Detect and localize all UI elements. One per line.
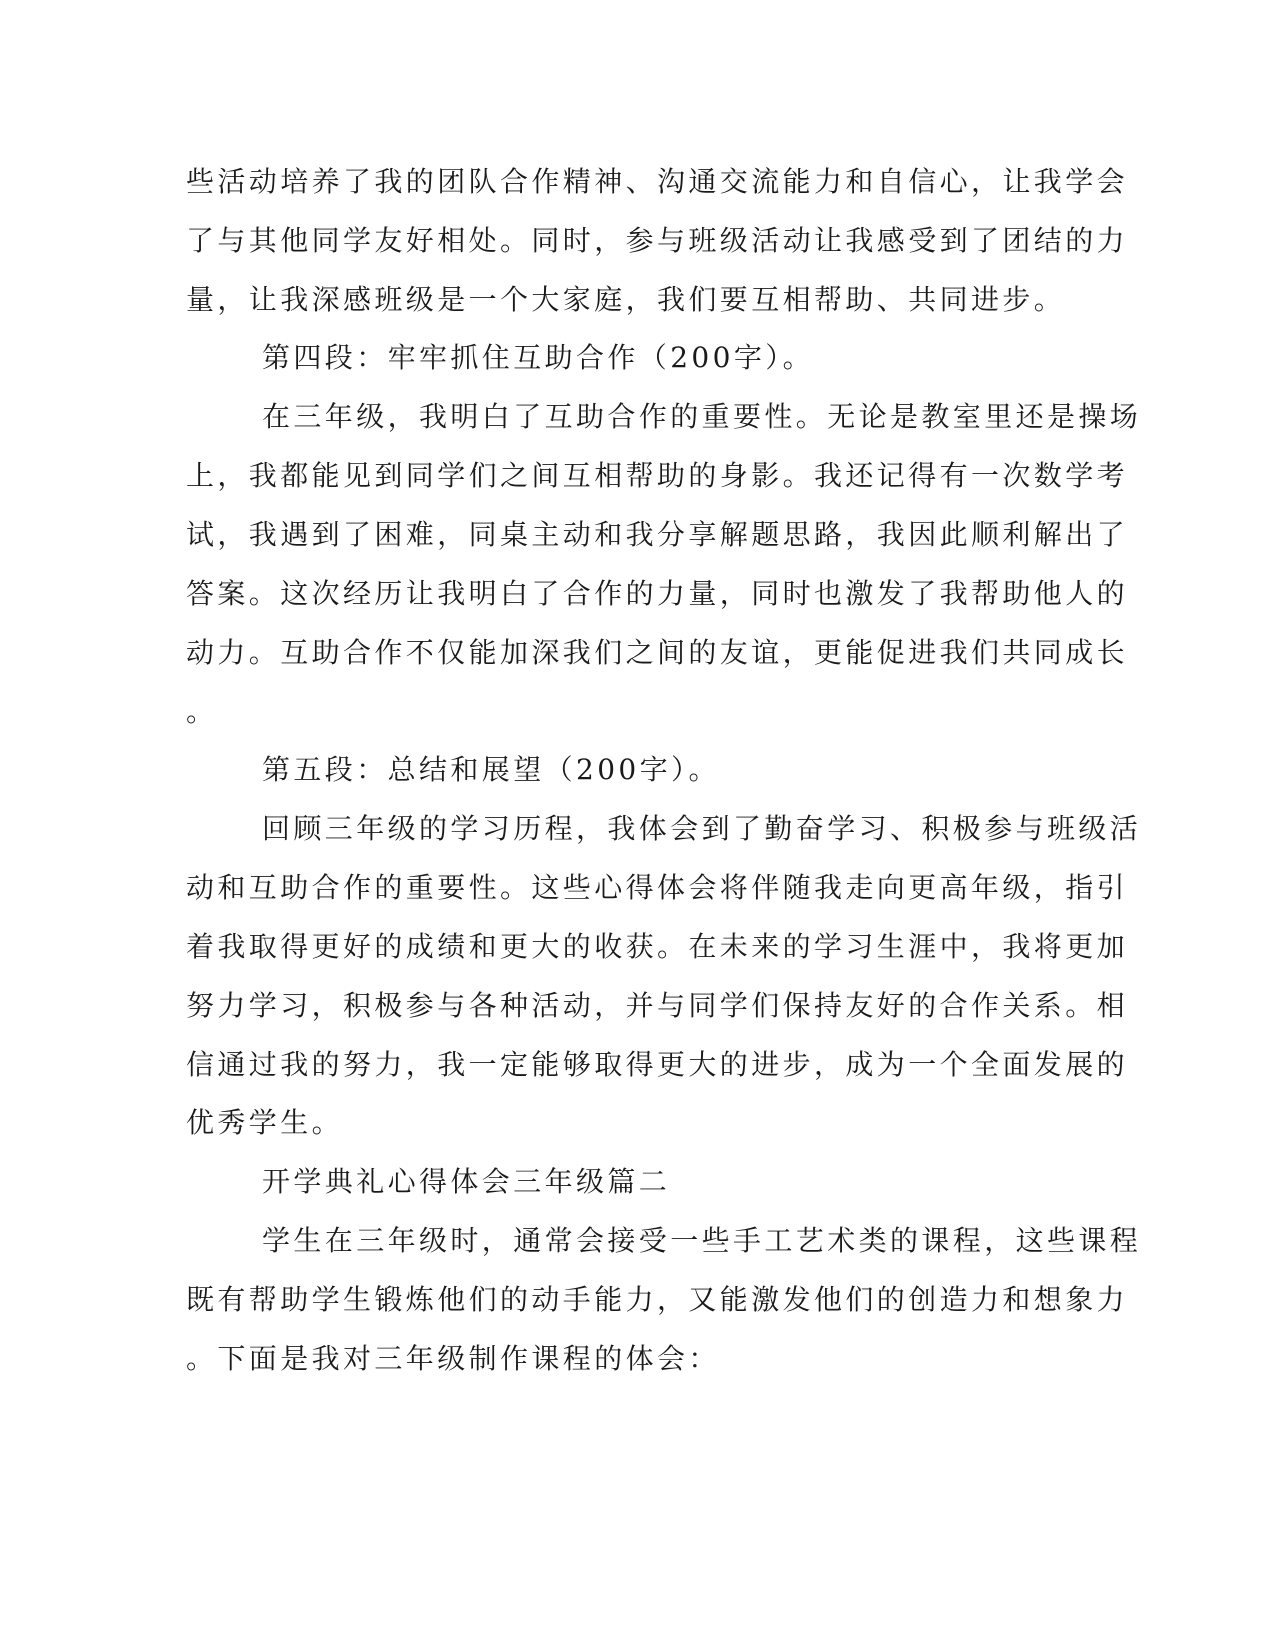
text-line: 。 (186, 695, 218, 728)
text-line: 上，我都能见到同学们之间互相帮助的身影。我还记得有一次数学考 (186, 459, 1129, 492)
text-line: 些活动培养了我的团队合作精神、沟通交流能力和自信心，让我学会 (186, 165, 1129, 198)
text-line: 学生在三年级时，通常会接受一些手工艺术类的课程，这些课程 (262, 1224, 1142, 1257)
text-line: 既有帮助学生锻炼他们的动手能力，又能激发他们的创造力和想象力 (186, 1283, 1129, 1316)
text-line: 量，让我深感班级是一个大家庭，我们要互相帮助、共同进步。 (186, 283, 1066, 316)
text-line: 信通过我的努力，我一定能够取得更大的进步，成为一个全面发展的 (186, 1048, 1129, 1081)
text-line: 动力。互助合作不仅能加深我们之间的友谊，更能促进我们共同成长 (186, 636, 1129, 669)
text-line: 在三年级，我明白了互助合作的重要性。无论是教室里还是操场 (262, 400, 1142, 433)
section-heading: 第五段：总结和展望（200字）。 (262, 753, 720, 786)
article-heading: 开学典礼心得体会三年级篇二 (262, 1165, 671, 1198)
text-line: 。下面是我对三年级制作课程的体会： (186, 1342, 720, 1375)
text-line: 试，我遇到了困难，同桌主动和我分享解题思路，我因此顺利解出了 (186, 518, 1129, 551)
text-line: 了与其他同学友好相处。同时，参与班级活动让我感受到了团结的力 (186, 224, 1129, 257)
text-line: 回顾三年级的学习历程，我体会到了勤奋学习、积极参与班级活 (262, 812, 1142, 845)
text-line: 答案。这次经历让我明白了合作的力量，同时也激发了我帮助他人的 (186, 577, 1129, 610)
section-heading: 第四段：牢牢抓住互助合作（200字）。 (262, 341, 815, 374)
text-line: 着我取得更好的成绩和更大的收获。在未来的学习生涯中，我将更加 (186, 930, 1129, 963)
text-line: 努力学习，积极参与各种活动，并与同学们保持友好的合作关系。相 (186, 989, 1129, 1022)
text-line: 优秀学生。 (186, 1106, 344, 1139)
text-line: 动和互助合作的重要性。这些心得体会将伴随我走向更高年级，指引 (186, 871, 1129, 904)
